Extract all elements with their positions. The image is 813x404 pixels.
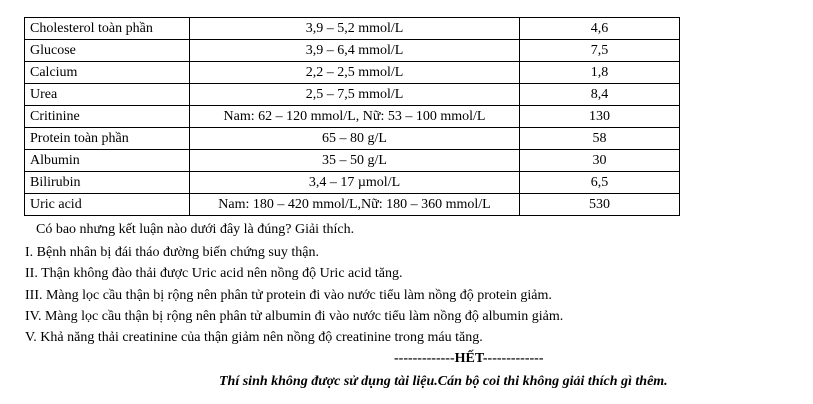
- question-text: Có bao nhưng kết luận nào dưới đây là đúng? Giải thích.: [36, 222, 355, 237]
- lab-results-table: [24, 17, 680, 216]
- result-value-cell: 8,4: [520, 84, 680, 106]
- end-of-exam-mark: -------------HẾT-------------: [394, 351, 544, 366]
- table-row: [25, 106, 680, 128]
- reference-range-cell: 35 – 50 g/L: [190, 150, 520, 172]
- result-value-cell: 1,8: [520, 62, 680, 84]
- result-value-cell: 130: [520, 106, 680, 128]
- reference-range-cell: Nam: 180 – 420 mmol/L,Nữ: 180 – 360 mmol/L: [190, 194, 520, 216]
- statement-2: II. Thận không đào thải được Uric acid nên nồng độ Uric acid tăng.: [25, 266, 403, 281]
- result-value-cell: 7,5: [520, 40, 680, 62]
- result-value-cell: 4,6: [520, 18, 680, 40]
- test-name-cell: Bilirubin: [25, 172, 190, 194]
- result-value-cell: 530: [520, 194, 680, 216]
- test-name-cell: Critinine: [25, 106, 190, 128]
- reference-range-cell: 3,4 – 17 µmol/L: [190, 172, 520, 194]
- reference-range-cell: 3,9 – 5,2 mmol/L: [190, 18, 520, 40]
- statement-3: III. Màng lọc cầu thận bị rộng nên phân tử protein đi vào nước tiểu làm nồng độ protein giảm.: [25, 288, 552, 303]
- statement-5: V. Khả năng thải creatinine của thận giảm nên nồng độ creatinine trong máu tăng.: [25, 330, 483, 345]
- result-value-cell: 58: [520, 128, 680, 150]
- statement-4: IV. Màng lọc cầu thận bị rộng nên phân tử albumin đi vào nước tiểu làm nồng độ albumin giảm.: [25, 309, 564, 324]
- exam-instructions: Thí sinh không được sử dụng tài liệu.Cán bộ coi thi không giải thích gì thêm.: [219, 374, 668, 389]
- test-name-cell: Protein toàn phần: [25, 128, 190, 150]
- reference-range-cell: Nam: 62 – 120 mmol/L, Nữ: 53 – 100 mmol/L: [190, 106, 520, 128]
- table-row: [25, 84, 680, 106]
- table-row: [25, 150, 680, 172]
- table-row: [25, 40, 680, 62]
- table-row: [25, 172, 680, 194]
- result-value-cell: 30: [520, 150, 680, 172]
- reference-range-cell: 2,5 – 7,5 mmol/L: [190, 84, 520, 106]
- table-row: [25, 194, 680, 216]
- result-value-cell: 6,5: [520, 172, 680, 194]
- test-name-cell: Urea: [25, 84, 190, 106]
- table-row: [25, 18, 680, 40]
- statement-1: I. Bệnh nhân bị đái tháo đường biến chứng suy thận.: [25, 245, 319, 260]
- reference-range-cell: 65 – 80 g/L: [190, 128, 520, 150]
- reference-range-cell: 3,9 – 6,4 mmol/L: [190, 40, 520, 62]
- test-name-cell: Uric acid: [25, 194, 190, 216]
- reference-range-cell: 2,2 – 2,5 mmol/L: [190, 62, 520, 84]
- test-name-cell: Calcium: [25, 62, 190, 84]
- test-name-cell: Cholesterol toàn phần: [25, 18, 190, 40]
- test-name-cell: Glucose: [25, 40, 190, 62]
- test-name-cell: Albumin: [25, 150, 190, 172]
- table-row: [25, 62, 680, 84]
- table-row: [25, 128, 680, 150]
